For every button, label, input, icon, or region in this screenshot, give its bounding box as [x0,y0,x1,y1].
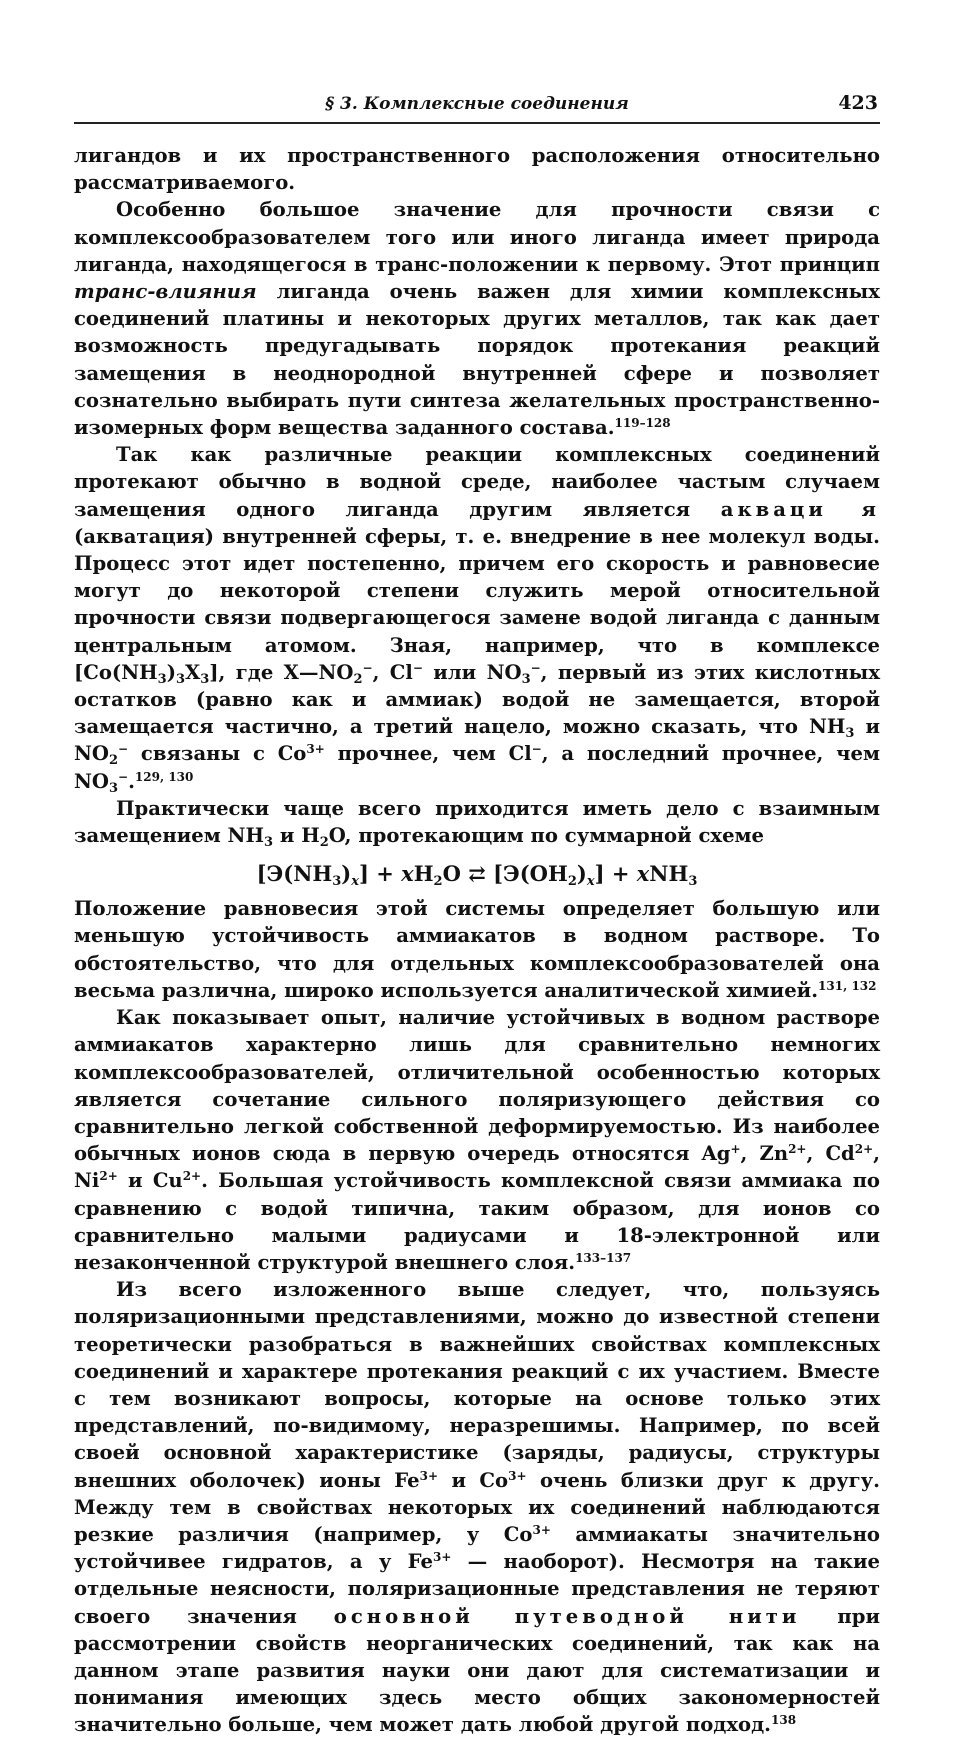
paragraph-6 [74,1004,880,1276]
text-run: X [185,660,201,684]
text-run: ], где X—NO [209,660,354,684]
text-run: ] + [359,861,402,887]
text-run: [Э(NH [256,861,333,887]
text-run: x [586,874,595,890]
text-run: 3+ [508,1468,527,1483]
text-run: − [531,742,542,757]
text-run: лиганда очень важен для химии комплексных соединений платины и некоторых других металлов, так как дает возможность предугадывать порядок протекания реакций замещения в неоднородной внутренней сфере и позволяет сознательно выбирать пути синтеза желательных пространственно-изомерных форм вещества заданного состава. [74,280,880,440]
text-run: 3 [688,874,698,890]
text-run: 3+ [419,1468,438,1483]
text-run: и Cu [117,1169,183,1193]
text-run: − [118,742,129,757]
text-run: 2 [567,874,577,890]
text-run: очень близки друг к другу. Между тем в свойствах некоторых их соединений наблюдаются резкие различия (например, у Co [74,1468,880,1546]
text-run: 3 [157,671,167,687]
text-run: 2+ [854,1142,874,1157]
reference: 119–128 [614,416,671,431]
body-text [74,142,880,1739]
text-run: ) [341,861,352,887]
text-run: [Э(OH [493,861,568,887]
text-run: 2+ [788,1142,807,1157]
text-run: − [118,769,129,784]
text-run: 2 [108,753,119,769]
text-run: [Co(NH [74,660,158,684]
page-header [74,84,880,124]
text-run: акваци я [720,497,880,521]
text-run: и NO [74,715,880,766]
text-run: , Ni [74,1142,880,1193]
text-run: и Co [438,1468,509,1492]
text-run: x [636,861,650,887]
text-run: лигандов и их пространственного расположения относительно рассматриваемого. [74,144,880,195]
text-run: 3 [845,726,855,742]
equilibrium-arrow: ⇄ [468,861,486,887]
text-run: . [128,769,135,793]
text-run: и H [273,824,320,848]
reference: 129, 130 [134,769,194,784]
text-run: связаны с Co [128,742,307,766]
text-run: H [413,861,434,887]
paragraph-4 [74,795,880,849]
text-run: транс-влияния [74,280,257,304]
text-run: Практически чаще всего приходится иметь дело с взаимным замещением NH [74,796,880,848]
text-run: ) [576,861,587,887]
page-number: 423 [838,92,878,114]
text-run: 3+ [532,1522,551,1537]
text-run: , Cl [372,660,413,684]
text-run: 2+ [99,1169,118,1184]
paragraph-1 [74,142,880,196]
text-run: — наоборот). Несмотря на такие отдельные неясности, поляризационные представления не теряют своего значения [74,1550,880,1628]
text-run: ] + [594,861,637,887]
text-run: Из всего изложенного выше следует, что, пользуясь поляризационными представлениями, можно до известной степени теоретически разобраться в важнейших свойствах комплексных соединений и характере протекания реакций с их участием. Вместе с тем возникают вопросы, которые на основе только этих представлений, по-видимому, неразрешимы. Например, по всей своей основной характеристике (заряды, радиусы, структуры внешних оболочек) ионы Fe [74,1278,880,1492]
text-run: , Zn [740,1142,789,1166]
text-run: 3 [332,874,342,890]
text-run: аммиакаты значительно устойчивее гидратов, а у Fe [74,1522,880,1574]
text-run: x [351,874,359,890]
text-run: O, протекающим по суммарной схеме [328,824,765,848]
text-run: 3+ [306,742,325,757]
text-run: NH [649,861,689,887]
reference: 131, 132 [818,978,877,993]
text-run: при рассмотрении свойств неорганических соединений, так как на данном этапе развития науки они дают для систематизации и понимания имеющих здесь место общих закономерностей значительно больше, чем может дать любой другой подход. [74,1604,880,1737]
text-run: Как показывает опыт, наличие устойчивых в водном растворе аммиакатов характерно лишь для сравнительно немногих комплексообразователей, отличительной особенностью которых является сочетание сильного поляризующего действия со сравнительно легкой собственной деформируемостью. Из наиболее обычных ионов сюда в первую очередь относятся Ag [74,1006,880,1166]
text-run: 3 [175,671,186,687]
text-run: , Cd [806,1142,855,1166]
text-run: 2+ [182,1169,202,1184]
text-run: Особенно большое значение для прочности связи с комплексообразователем того или иного лиганда имеет природа лиганда, находящегося в транс-положении к первому. Этот принцип [74,198,880,276]
paragraph-7 [74,1276,880,1738]
text-run: − [412,660,423,675]
text-run: 3 [200,671,210,687]
paragraph-5 [74,895,880,1004]
equilibrium-formula [74,859,880,889]
paragraph-3 [74,441,880,795]
text-run: ) [166,660,176,684]
text-run: 2 [319,835,329,851]
text-run: Так как различные реакции комплексных соединений протекают обычно в водной среде, наиболее частым случаем замещения одного лиганда другим является [74,443,880,521]
running-title: § 3. Комплексные соединения [325,94,629,114]
text-run: . Большая устойчивость комплексной связи аммиака по сравнению с водой типична, таким образом, для ионов со сравнительно малыми радиусами и 18-электронной или незаконченной структурой внешнего слоя. [74,1169,880,1274]
reference: 138 [771,1713,797,1728]
text-run: x [401,861,414,887]
text-run: 3+ [432,1550,452,1565]
text-run: (акватация) внутренней сферы, т. е. внедрение в нее молекул воды. Процесс этот идет постепенно, причем его скорость и равновесие могут до некоторой степени служить мерой относительной прочности связи подвергающегося замене водой лиганда с данным центральным атомом. Зная, например, что в комплексе [74,524,880,657]
text-run: O [442,861,461,887]
text-run: 3 [521,671,531,687]
text-run: − [362,660,373,675]
text-run: − [530,660,541,675]
text-run: основной путеводной нити [333,1604,801,1628]
reference: 133–137 [575,1250,632,1265]
text-run: 2 [353,671,363,687]
text-run: + [730,1142,741,1157]
text-run: , а последний прочнее, чем NO [74,742,881,793]
text-run: или NO [422,660,522,684]
text-run: 2 [433,874,443,890]
text-run: прочнее, чем Cl [324,742,532,766]
text-run: Положение равновесия этой системы определяет большую или меньшую устойчивость аммиакатов в водном растворе. То обстоятельство, что для отдельных комплексообразователей она весьма различна, широко используется аналитической химией. [74,897,880,1002]
paragraph-2 [74,196,880,441]
text-run: 3 [108,780,119,796]
text-run: 3 [263,835,274,851]
text-run: , первый из этих кислотных остатков (равно как и аммиак) водой не замещается, второй замещается частично, а третий нацело, можно сказать, что NH [74,660,880,739]
